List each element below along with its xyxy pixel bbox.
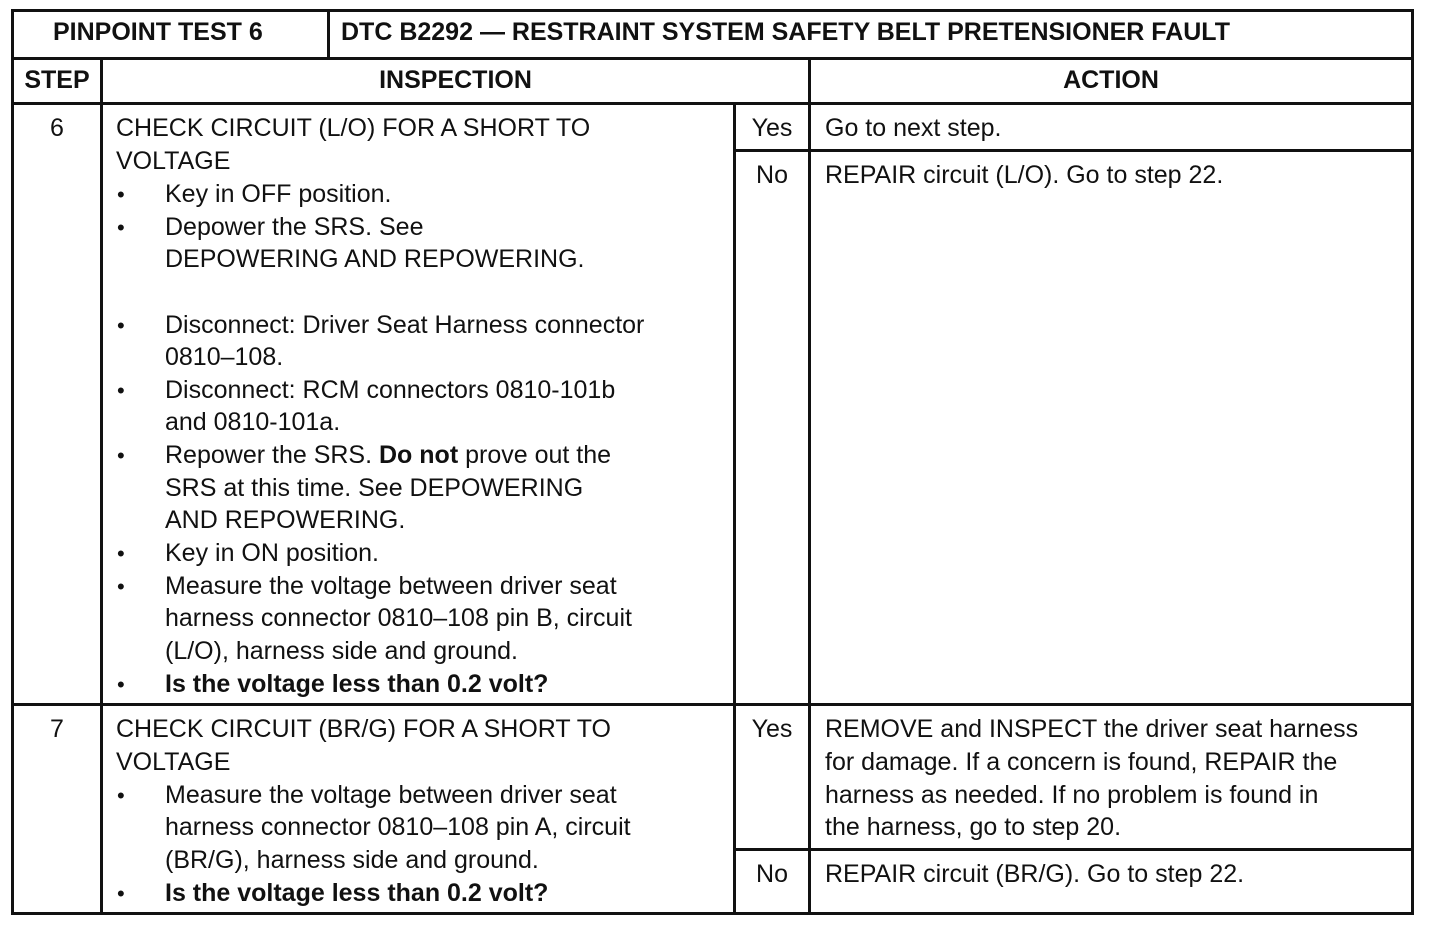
question-text: Is the voltage less than 0.2 volt? [165, 879, 549, 907]
list-item: Key in ON position. [165, 539, 379, 567]
no-label: No [756, 860, 788, 888]
list-item: harness connector 0810–108 pin B, circuit [165, 604, 632, 632]
bullet-icon: • [117, 541, 125, 566]
table-border-top [11, 9, 1414, 12]
yes-label: Yes [751, 114, 793, 142]
list-item [165, 439, 611, 472]
yes-action: the harness, go to step 20. [825, 813, 1122, 841]
list-item: Depower the SRS. See [165, 213, 424, 241]
yes-action: for damage. If a concern is found, REPAIR the [825, 748, 1338, 776]
list-item: Disconnect: Driver Seat Harness connector [165, 311, 645, 339]
dtc-title: DTC B2292 — RESTRAINT SYSTEM SAFETY BELT PRETENSIONER FAULT [341, 18, 1230, 46]
table-border-right [1411, 9, 1414, 915]
list-item: DEPOWERING AND REPOWERING. [165, 245, 585, 273]
column-header-inspection: INSPECTION [379, 66, 532, 94]
list-item: AND REPOWERING. [165, 506, 406, 534]
bullet-icon: • [117, 574, 125, 599]
list-item: Key in OFF position. [165, 180, 392, 208]
step-number: 6 [50, 114, 64, 142]
list-item: (L/O), harness side and ground. [165, 637, 518, 665]
bullet-icon: • [117, 215, 125, 240]
no-action: REPAIR circuit (L/O). Go to step 22. [825, 161, 1224, 189]
action-column-divider [808, 57, 811, 915]
step-heading: VOLTAGE [116, 748, 231, 776]
step-heading: VOLTAGE [116, 147, 231, 175]
title-divider [327, 9, 330, 57]
list-item-text: Repower the SRS. [165, 441, 379, 469]
step-number: 7 [50, 715, 64, 743]
header-row-divider [11, 102, 1414, 105]
step-heading: CHECK CIRCUIT (L/O) FOR A SHORT TO [116, 114, 591, 142]
column-header-action: ACTION [1063, 66, 1159, 94]
list-item: SRS at this time. See DEPOWERING [165, 474, 584, 502]
emphasis-text: Do not [379, 441, 459, 469]
test-title: PINPOINT TEST 6 [53, 18, 263, 46]
list-item: 0810–108. [165, 343, 284, 371]
list-item: and 0810-101a. [165, 408, 341, 436]
bullet-icon: • [117, 182, 125, 207]
step7-yes-no-divider [733, 848, 1414, 851]
step-column-divider [100, 57, 103, 915]
list-item: (BR/G), harness side and ground. [165, 846, 539, 874]
bullet-icon: • [117, 313, 125, 338]
bullet-icon: • [117, 443, 125, 468]
yes-action: REMOVE and INSPECT the driver seat harness [825, 715, 1359, 743]
list-item: Measure the voltage between driver seat [165, 572, 617, 600]
list-item: harness connector 0810–108 pin A, circuit [165, 813, 631, 841]
yes-label: Yes [751, 715, 793, 743]
yes-no-column-divider [733, 102, 736, 915]
yes-action: Go to next step. [825, 114, 1002, 142]
bullet-icon: • [117, 783, 125, 808]
column-header-step: STEP [24, 66, 90, 94]
step6-yes-no-divider [733, 149, 1414, 152]
bullet-icon: • [117, 672, 125, 697]
table-border-bottom [11, 912, 1414, 915]
question-text: Is the voltage less than 0.2 volt? [165, 670, 549, 698]
bullet-icon: • [117, 881, 125, 906]
list-item: Measure the voltage between driver seat [165, 781, 617, 809]
bullet-icon: • [117, 378, 125, 403]
title-row-divider [11, 57, 1414, 60]
pinpoint-test-table [11, 9, 1414, 915]
list-item: Disconnect: RCM connectors 0810-101b [165, 376, 616, 404]
step-heading: CHECK CIRCUIT (BR/G) FOR A SHORT TO [116, 715, 611, 743]
yes-action: harness as needed. If no problem is found in [825, 781, 1319, 809]
step-divider [11, 703, 1414, 706]
no-action: REPAIR circuit (BR/G). Go to step 22. [825, 860, 1245, 888]
no-label: No [756, 161, 788, 189]
list-item-text: prove out the [458, 441, 612, 469]
